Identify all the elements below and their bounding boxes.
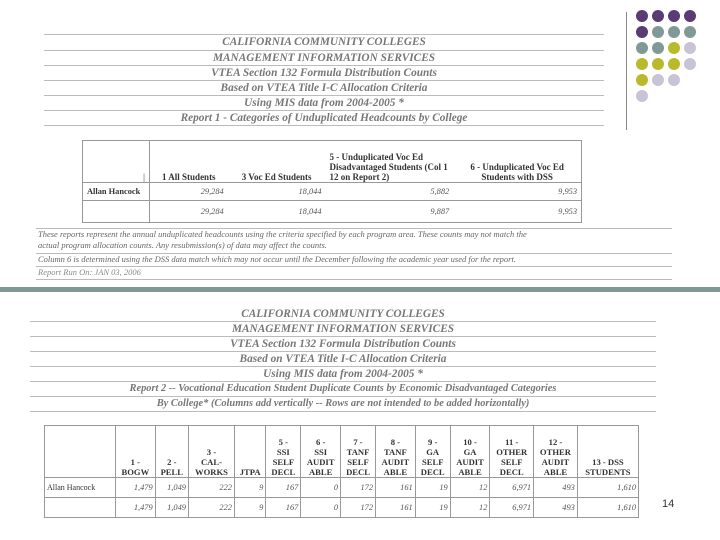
report1-table (82, 140, 582, 223)
dot-purple (684, 10, 696, 22)
report2-table (44, 425, 639, 518)
col-header-blank: | (83, 141, 150, 183)
cell-value: 9 (234, 498, 265, 518)
col-header-text: DECL (271, 467, 296, 477)
row-label: Allan Hancock (83, 183, 150, 201)
cell-value: 6,971 (490, 478, 534, 498)
cell-value: 9,953 (453, 183, 581, 201)
table-row (83, 201, 582, 223)
col-header-text: BOGW (121, 467, 150, 477)
col-header-text: ABLE (383, 467, 408, 477)
section-separator (0, 287, 720, 292)
page-number: 14 (662, 498, 675, 510)
col-header-dss: 6 - Unduplicated Voc Ed Students with DSS (453, 141, 581, 183)
report1-header-line: Based on VTEA Title I-C Allocation Criteria (220, 82, 428, 94)
dot-lavender (652, 74, 664, 86)
row-label-blank (83, 201, 150, 223)
cell-value: 12 (450, 498, 490, 518)
cell-value: 167 (266, 478, 301, 498)
cell-value: 167 (266, 498, 301, 518)
row-label: Allan Hancock (45, 478, 116, 498)
col-header-tanf-audit-able (376, 426, 416, 478)
report2-header-line: Using MIS data from 2004-2005 * (263, 368, 423, 380)
col-header-voc-ed-students: 3 Voc Ed Students (228, 141, 326, 183)
cell-value: 9,953 (453, 201, 581, 223)
dot-purple (668, 10, 680, 22)
decorative-vertical-line (626, 12, 627, 130)
col-header-text: SSI (314, 447, 328, 457)
col-header-ssi-self-decl (266, 426, 301, 478)
cell-value: 18,044 (228, 183, 326, 201)
col-header-text: 10 - (463, 437, 477, 447)
col-header-text: SELF (347, 457, 369, 467)
col-header-text: WORKS (194, 467, 228, 477)
cell-value: 222 (188, 498, 234, 518)
col-header-text: AUDIT (541, 457, 570, 467)
cell-value: 1,049 (155, 498, 188, 518)
cell-value: 0 (301, 498, 341, 518)
dot-lavender (636, 90, 648, 102)
dot-teal (636, 42, 648, 54)
cell-value: 5,882 (326, 183, 454, 201)
cell-value: 172 (341, 498, 376, 518)
col-header-pell (155, 426, 188, 478)
col-header-text: DECL (346, 467, 370, 477)
dot-olive (652, 58, 664, 70)
cell-value: 1,610 (577, 498, 638, 518)
col-header-text: CAL- (200, 457, 222, 467)
table-row (83, 183, 582, 201)
report1-note: actual program allocation counts. Any resubmission(s) of data may affect the counts. (38, 240, 327, 250)
dot-olive (668, 58, 680, 70)
table-row (45, 498, 639, 518)
cell-value: 493 (534, 478, 578, 498)
col-header-ssi-audit-able (301, 426, 341, 478)
col-header-text: DECL (420, 467, 445, 477)
cell-value: 9 (234, 478, 265, 498)
col-header-blank (45, 426, 116, 478)
report1-header-line: Using MIS data from 2004-2005 * (244, 97, 404, 109)
col-header-text: STUDENTS (585, 467, 631, 477)
col-header-text: SELF (272, 457, 295, 467)
col-header-text: 12 - (548, 437, 563, 447)
col-header-text: 8 - (390, 437, 401, 447)
cell-value: 161 (376, 478, 416, 498)
header-rule (44, 125, 604, 126)
col-header-text: 1 - (130, 457, 140, 467)
dot-teal (668, 26, 680, 38)
dot-purple (636, 26, 648, 38)
table-header-row (45, 426, 639, 478)
report1-note: Column 6 is determined using the DSS data match which may not occur until the December following the academic year used for the report. (38, 254, 516, 264)
col-header-text: GA (426, 447, 440, 457)
col-header-bogw (116, 426, 156, 478)
dot-purple (652, 10, 664, 22)
dot-purple (636, 10, 648, 22)
cell-value: 18,044 (228, 201, 326, 223)
col-header-other-audit-able (534, 426, 578, 478)
dot-lavender (684, 58, 696, 70)
col-header-text: TANF (383, 447, 407, 457)
col-header-text: 7 - (353, 437, 363, 447)
cell-value: 0 (301, 478, 341, 498)
report2-header-line: MANAGEMENT INFORMATION SERVICES (231, 323, 455, 335)
dot-olive (636, 74, 648, 86)
report-run-date: Report Run On: JAN 03, 2006 (38, 267, 141, 277)
col-header-ga-self-decl (415, 426, 450, 478)
col-header-text: SSI (276, 447, 290, 457)
notes-rule (36, 279, 672, 280)
cell-value: 172 (341, 478, 376, 498)
col-header-tanf-self-decl (341, 426, 376, 478)
cell-value: 1,479 (116, 498, 156, 518)
col-header-text: 2 - (167, 457, 177, 467)
col-header-text: GA (463, 447, 477, 457)
report2-header-line: VTEA Section 132 Formula Distribution Counts (230, 338, 456, 350)
cell-value: 1,479 (116, 478, 156, 498)
dot-teal (684, 26, 696, 38)
report1-header-line: CALIFORNIA COMMUNITY COLLEGES (222, 36, 426, 48)
table-row (45, 478, 639, 498)
col-header-text: ABLE (308, 467, 333, 477)
report1-note: These reports represent the annual unduplicated headcounts using the criteria specified by each program area. These counts may not match the (38, 229, 527, 239)
col-header-text: OTHER (539, 447, 571, 457)
cell-value: 29,284 (149, 201, 227, 223)
col-header-text: SELF (500, 457, 523, 467)
cell-value: 1,049 (155, 478, 188, 498)
col-header-text: ABLE (543, 467, 568, 477)
cell-value: 12 (450, 478, 490, 498)
col-header-text: 6 - (316, 437, 326, 447)
cell-value: 161 (376, 498, 416, 518)
cell-value: 19 (415, 478, 450, 498)
dot-teal (652, 26, 664, 38)
col-header-jtpa (234, 426, 265, 478)
dot-lavender (668, 74, 680, 86)
col-header-text: AUDIT (381, 457, 410, 467)
col-header-text: 3 - (206, 447, 217, 457)
dot-lavender (684, 42, 696, 54)
report2-header-line: By College* (Columns add vertically -- Rows are not intended to be added horizontally) (156, 398, 530, 409)
report2-header-line: Report 2 -- Vocational Education Student Duplicate Counts by Economic Disadvantaged Categories (129, 383, 557, 394)
col-header-text: DECL (499, 467, 524, 477)
dot-olive (636, 58, 648, 70)
col-header-text: ABLE (458, 467, 482, 477)
dot-olive (668, 42, 680, 54)
col-header-ga-audit-able (450, 426, 490, 478)
report2-header-line: Based on VTEA Title I-C Allocation Criteria (239, 353, 447, 365)
col-header-text: SELF (421, 457, 444, 467)
cell-value: 1,610 (577, 478, 638, 498)
cell-value: 6,971 (490, 498, 534, 518)
table-header-row (83, 141, 582, 183)
report1-header-line: MANAGEMENT INFORMATION SERVICES (212, 52, 436, 64)
col-header-text: 5 - (278, 437, 288, 447)
cell-value: 19 (415, 498, 450, 518)
row-label-blank (45, 498, 116, 518)
col-header-other-self-decl (490, 426, 534, 478)
col-header-calworks (188, 426, 234, 478)
report1-header-line: VTEA Section 132 Formula Distribution Counts (211, 67, 437, 79)
col-header-text: 9 - (428, 437, 438, 447)
col-header-text: OTHER (496, 447, 528, 457)
col-header-text: TANF (346, 447, 370, 457)
report1-header-line: Report 1 - Categories of Unduplicated Headcounts by College (180, 112, 468, 124)
col-header-text: 13 - DSS (592, 457, 624, 467)
header-rule (30, 411, 656, 412)
report2-header-line: CALIFORNIA COMMUNITY COLLEGES (241, 308, 445, 320)
col-header-all-students: 1 All Students (149, 141, 227, 183)
col-header-text: JTPA (239, 467, 261, 477)
col-header-text: 11 - (505, 437, 519, 447)
cell-value: 493 (534, 498, 578, 518)
col-header-dss-students (577, 426, 638, 478)
col-header-text: PELL (160, 467, 184, 477)
cell-value: 9,887 (326, 201, 454, 223)
col-header-disadvantaged: 5 - Unduplicated Voc Ed Disadvantaged Students (Col 1 12 on Report 2) (326, 141, 454, 183)
cell-value: 29,284 (149, 183, 227, 201)
dot-teal (652, 42, 664, 54)
col-header-text: AUDIT (306, 457, 335, 467)
col-header-text: AUDIT (456, 457, 484, 467)
cell-value: 222 (188, 478, 234, 498)
